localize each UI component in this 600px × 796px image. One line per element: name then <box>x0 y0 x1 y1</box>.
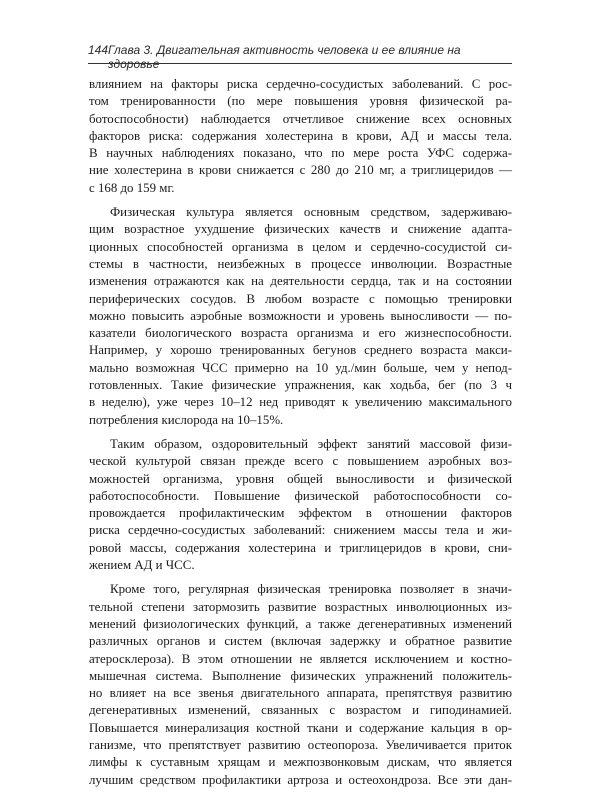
text-line: потребления кислорода на 10–15%. <box>89 412 284 427</box>
paragraph-1 <box>89 76 512 197</box>
text-line: Таким образом, оздоровительный эффект занятий массовой физи- <box>110 436 512 451</box>
paragraph-2 <box>89 204 512 429</box>
page-body <box>89 76 512 796</box>
page-number: 144 <box>88 43 109 57</box>
text-line: ботоспособности) наблюдается отчетливое снижение всех основных <box>89 111 512 126</box>
text-line: казатели биологического возраста организма и его жизнеспособности. <box>89 326 512 341</box>
text-line: риска сердечно-сосудистых заболеваний: снижением массы тела и жи- <box>89 523 512 538</box>
text-line: стемы в частности, неизбежных в процессе инволюции. Возрастные <box>89 256 512 271</box>
text-line: ческой культурой связан прежде всего с повышением аэробных воз- <box>89 454 512 469</box>
text-line: в неделю), уже через 10–12 нед приводят к увеличению максимального <box>89 395 512 410</box>
text-line: с 168 до 159 мг. <box>89 180 175 195</box>
text-line: В научных наблюдениях показано, что по мере роста УФС содержа- <box>89 146 512 161</box>
text-line: лучшим средством профилактики артроза и остеохондроза. Все эти дан- <box>89 772 512 787</box>
text-line: можностей организма, уровня общей выносливости и физической <box>89 471 512 486</box>
text-line: ровой массы, содержания холестерина и триглицеридов в крови, сни- <box>89 540 512 555</box>
text-line: изменения отражаются как на деятельности сердца, так и на состоянии <box>89 274 512 289</box>
text-line: дегенеративных изменений, связанных с возрастом и гиподинамией. <box>89 703 512 718</box>
text-line: ние холестерина в крови снижается с 280 до 210 мг, а триглицеридов — <box>89 163 512 178</box>
text-line: провождается профилактическим эффектом в отношении факторов <box>89 506 512 521</box>
text-line: работоспособности. Повышение физической работоспособности со- <box>89 488 512 503</box>
text-line: щим возрастное ухудшение физических качеств и снижение адапта- <box>89 222 512 237</box>
text-line: ционных способностей организма в целом и сердечно-сосудистой си- <box>89 239 512 254</box>
text-line: ганизме, что препятствует развитию остеопороза. Увеличивается приток <box>89 737 512 752</box>
text-line: Повышается минерализация костной ткани и содержание кальция в ор- <box>89 720 512 735</box>
text-line: Кроме того, регулярная физическая тренировка позволяет в значи- <box>110 582 512 597</box>
text-line: Физическая культура является основным средством, задерживаю- <box>110 205 512 220</box>
text-line: периферических сосудов. В любом возрасте с помощью тренировки <box>89 291 512 306</box>
paragraph-4 <box>89 581 512 789</box>
text-line: мально возможная ЧСС примерно на 10 уд./мин больше, чем у непод- <box>89 360 512 375</box>
chapter-title: Глава 3. Двигательная активность человека и ее влияние на здоровье <box>108 43 461 71</box>
text-line: но влияет на все звенья двигательного аппарата, препятствуя развитию <box>89 686 512 701</box>
text-line: можно повысить аэробные возможности и уровень выносливости — по- <box>89 308 512 323</box>
paragraph-3 <box>89 436 512 574</box>
text-line: факторов риска: содержания холестерина в крови, АД и массы тела. <box>89 128 512 143</box>
text-line: атеросклероза). В этом отношении не является исключением и костно- <box>89 651 512 666</box>
text-line: мышечная система. Выполнение физических упражнений положитель- <box>89 668 512 683</box>
text-line: готовленных. Такие физические упражнения, как ходьба, бег (по 3 ч <box>89 378 512 393</box>
running-head <box>88 43 512 71</box>
text-line: влиянием на факторы риска сердечно-сосудистых заболеваний. С рос- <box>89 77 512 91</box>
text-line: Например, у хорошо тренированных бегунов среднего возраста макси- <box>89 343 512 358</box>
text-line: различных органов и систем (включая задержку и обратное развитие <box>89 634 512 649</box>
header-divider <box>88 63 512 64</box>
text-line: лимфы к суставным хрящам и межпозвонковым дискам, что является <box>89 755 512 770</box>
text-line: жением АД и ЧСС. <box>89 558 195 573</box>
text-line: менений физиологических функций, а также дегенеративных изменений <box>89 616 512 631</box>
text-line: том тренированности (по мере повышения уровня физической ра- <box>89 94 512 109</box>
text-line: тельной степени затормозить развитие возрастных инволюционных из- <box>89 599 512 614</box>
